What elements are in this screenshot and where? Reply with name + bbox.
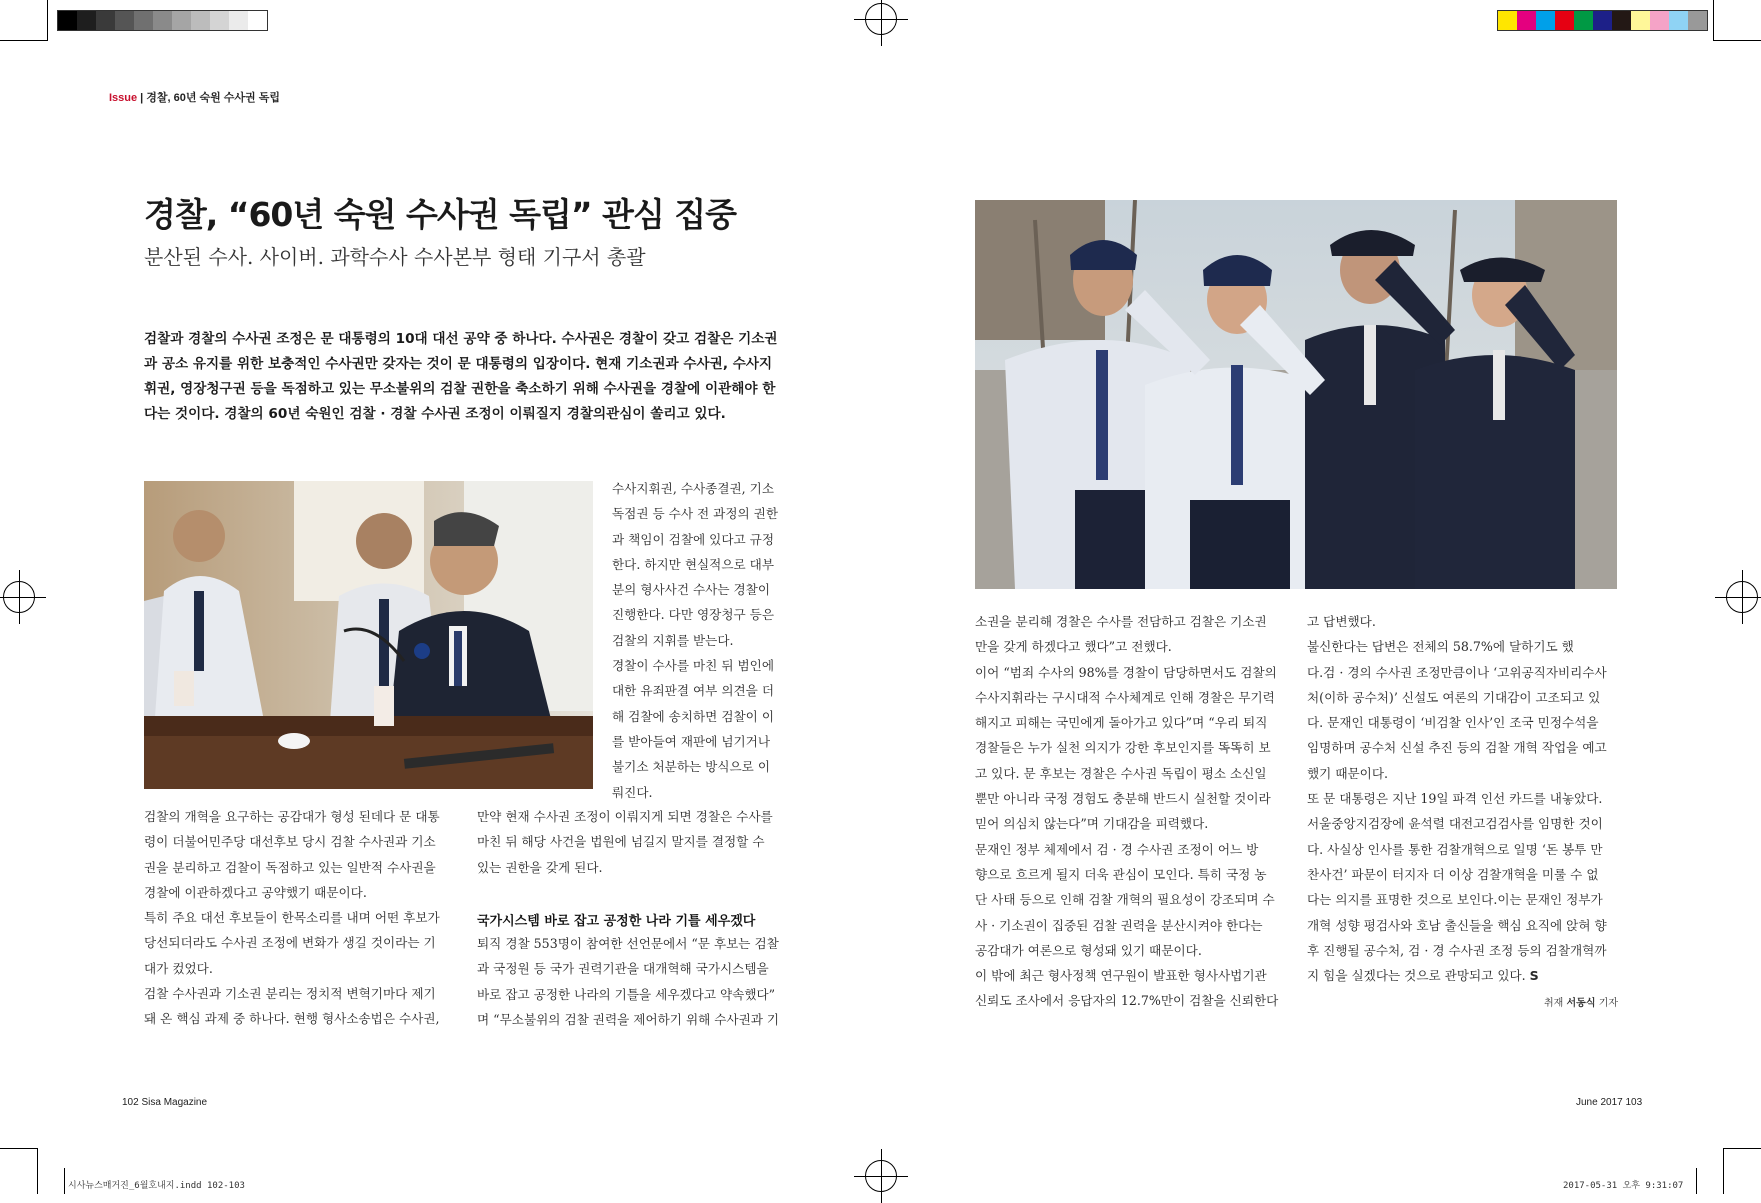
registration-mark-top: [865, 3, 897, 35]
text-line: 개혁 성향 평검사와 호남 출신들을 핵심 요직에 앉혀 향: [1307, 917, 1607, 933]
text-line: 향으로 흐르게 될지 더욱 관심이 모인다. 특히 국정 농: [975, 866, 1267, 882]
lead-paragraph: [144, 327, 789, 427]
lead-line: 과 공소 유지를 위한 보충적인 수사권만 갖자는 것이 문 대통령의 입장이다. 현재 기소권과 수사권, 수사지: [144, 356, 773, 372]
text-line: 진행한다. 다만 영장청구 등은: [612, 607, 774, 623]
section-title: 경찰, 60년 숙원 수사권 독립: [146, 92, 280, 104]
text-line: 검찰 수사권과 기소권 분리는 정치적 변혁기마다 제기: [144, 986, 436, 1002]
text-line: 수사지휘라는 구시대적 수사체계로 인해 경찰은 무기력: [975, 689, 1275, 705]
section-subhead: 국가시스템 바로 잡고 공정한 나라 기틀 세우겠다: [477, 914, 756, 929]
cmyk-color-bar: [1497, 10, 1708, 31]
lead-line: 다는 것이다. 경찰의 60년 숙원인 검찰 · 경찰 수사권 조정이 이뤄질지 경찰의관심이 쏠리고 있다.: [144, 406, 726, 422]
crop-mark: [1723, 1148, 1761, 1149]
registration-mark-right: [1726, 581, 1758, 613]
byline-suffix: 기자: [1598, 998, 1619, 1009]
text-line: 다.검 · 경의 수사권 조정만큼이나 ‘고위공직자비리수사: [1307, 664, 1607, 680]
text-line: 찬사건’ 파문이 터지자 더 이상 검찰개혁을 미룰 수 없: [1307, 866, 1599, 882]
text-line: [1307, 963, 1618, 988]
crop-mark: [37, 1148, 38, 1194]
crop-mark: [1713, 0, 1714, 40]
text-line: 처(이하 공수처)’ 신설도 여론의 기대감이 고조되고 있: [1307, 689, 1601, 705]
text-line: 바로 잡고 공정한 나라의 기틀을 세우겠다고 약속했다”: [477, 986, 776, 1002]
text-line: 소권을 분리해 경찰은 수사를 전담하고 검찰은 기소권: [975, 614, 1267, 629]
text-line-content: 지 힘을 실겠다는 것으로 관망되고 있다.: [1307, 968, 1530, 984]
text-line: 다는 의지를 표명한 것으로 보인다.이는 문재인 정부가: [1307, 892, 1603, 908]
crop-mark: [1696, 1168, 1697, 1194]
text-line: 령이 더불어민주당 대선후보 당시 검찰 수사권과 기소: [144, 834, 436, 850]
text-line: 했기 때문이다.: [1307, 765, 1388, 781]
page-footer-left: 102 Sisa Magazine: [122, 1097, 208, 1108]
text-line: 를 받아들여 재판에 넘기거나: [612, 733, 770, 749]
text-line: 공감대가 여론으로 형성돼 있기 때문이다.: [975, 942, 1202, 958]
text-line: 불기소 처분하는 방식으로 이: [612, 759, 770, 775]
text-line: 권을 분리하고 검찰이 독점하고 있는 일반적 수사권을: [144, 859, 436, 875]
text-line: 사 · 기소권이 집중된 검찰 권력을 분산시켜야 한다는: [975, 917, 1263, 933]
crop-mark: [0, 40, 48, 41]
text-line: 수사지휘권, 수사종결권, 기소: [612, 481, 774, 496]
text-line: 분의 형사사건 수사는 경찰이: [612, 582, 770, 598]
divider: |: [140, 92, 144, 104]
byline-name: 서동식: [1566, 998, 1596, 1009]
text-line: 대한 유죄판결 여부 의견을 더: [612, 683, 774, 699]
police-officers-saluting-photo: [975, 200, 1617, 589]
side-column: [612, 476, 787, 805]
lead-line: 휘권, 영장청구권 등을 독점하고 있는 무소불위의 검찰 권한을 축소하기 위해 수사권을 경찰에 이관해야 한: [144, 381, 776, 397]
registration-mark-left: [3, 581, 35, 613]
text-line: 당선되더라도 수사권 조정에 변화가 생길 것이라는 기: [144, 935, 436, 951]
text-line: 경찰이 수사를 마친 뒤 범인에: [612, 658, 774, 674]
text-line: 한다. 하지만 현실적으로 대부: [612, 556, 774, 572]
text-line: 검찰의 개혁을 요구하는 공감대가 형성 된데다 문 대통: [144, 809, 440, 824]
text-line: 이어 “범죄 수사의 98%를 경찰이 담당하면서도 검찰의: [975, 664, 1277, 680]
text-line: 퇴직 경찰 553명이 참여한 선언문에서 “문 후보는 검찰: [477, 936, 779, 951]
crop-mark: [1713, 40, 1761, 41]
text-line: 경찰들은 누가 실천 의지가 강한 후보인지를 똑똑히 보: [975, 740, 1271, 756]
text-line: 다. 사실상 인사를 통한 검찰개혁으로 일명 ‘돈 봉투 만: [1307, 841, 1603, 857]
text-line: 불신한다는 답변은 전체의 58.7%에 달하기도 했: [1307, 639, 1574, 655]
text-line: 검찰의 지휘를 받는다.: [612, 632, 734, 648]
left-column-2-continued: [477, 931, 789, 1032]
text-line: 신뢰도 조사에서 응답자의 12.7%만이 검찰을 신뢰한다: [975, 993, 1279, 1009]
text-line: 뿐만 아니라 국정 경험도 충분해 반드시 실천할 것이라: [975, 791, 1271, 807]
file-slug-right: 2017-05-31 오후 9:31:07: [1563, 1181, 1684, 1191]
crop-mark: [1723, 1148, 1724, 1194]
text-line: 문재인 정부 체제에서 검 · 경 수사권 조정이 어느 방: [975, 841, 1259, 857]
text-line: 대가 컸었다.: [144, 960, 213, 976]
page-footer-right: June 2017 103: [1576, 1097, 1643, 1108]
crop-mark: [47, 0, 48, 40]
lead-line: 검찰과 경찰의 수사권 조정은 문 대통령의 10대 대선 공약 중 하나다. 수사권은 경찰이 갖고 검찰은 기소권: [144, 331, 778, 347]
text-line: 단 사태 등으로 인해 검찰 개혁의 필요성이 강조되며 수: [975, 892, 1275, 908]
text-line: 특히 주요 대선 후보들이 한목소리를 내며 어떤 후보가: [144, 910, 440, 926]
text-line: 과 책임이 검찰에 있다고 규정: [612, 531, 774, 547]
end-mark: S: [1529, 968, 1539, 984]
byline-prefix: 취재: [1544, 998, 1564, 1009]
text-line: 마친 뒤 해당 사건을 법원에 넘길지 말지를 결정할 수: [477, 834, 765, 850]
left-column-2: [477, 804, 789, 880]
text-line: 만을 갖게 하겠다고 했다”고 전했다.: [975, 639, 1172, 655]
text-line: 또 문 대통령은 지난 19일 파격 인선 카드를 내놓았다.: [1307, 791, 1603, 807]
crop-mark: [64, 1168, 65, 1194]
text-line: 있는 권한을 갖게 된다.: [477, 859, 603, 875]
crop-mark: [0, 1148, 38, 1149]
registration-mark-bottom: [865, 1160, 897, 1192]
left-column-1: [144, 804, 454, 1032]
grayscale-color-bar: [57, 10, 268, 31]
right-column-1: [975, 609, 1286, 1014]
section-tag: Issue: [109, 92, 138, 104]
article-title: 경찰, “60년 숙원 수사권 독립” 관심 집중: [144, 195, 737, 234]
text-line: 후 진행될 공수처, 검 · 경 수사권 조정 등의 검찰개혁까: [1307, 942, 1607, 958]
text-line: 고 있다. 문 후보는 경찰은 수사권 독립이 평소 소신일: [975, 765, 1267, 781]
byline: [1544, 994, 1618, 1009]
text-line: 과 국정원 등 국가 권력기관을 대개혁해 국가시스템을: [477, 961, 769, 977]
file-slug-left: 시사뉴스매거진_6월호내지.indd 102-103: [68, 1181, 245, 1191]
right-column-2: [1307, 609, 1618, 988]
section-header: [109, 89, 280, 105]
text-line: 독점권 등 수사 전 과정의 권한: [612, 506, 779, 522]
text-line: 서울중앙지검장에 윤석렬 대전고검검사를 임명한 것이: [1307, 816, 1603, 832]
text-line: 뤄진다.: [612, 784, 653, 800]
text-line: 이 밖에 최근 형사정책 연구원이 발표한 형사사법기관: [975, 968, 1267, 984]
text-line: 고 답변했다.: [1307, 614, 1376, 629]
text-line: 해지고 피해는 국민에게 돌아가고 있다”며 “우리 퇴직: [975, 715, 1268, 731]
text-line: 믿어 의심치 않는다”며 기대감을 피력했다.: [975, 816, 1209, 832]
press-conference-photo: [144, 481, 593, 789]
text-line: 돼 온 핵심 과제 중 하나다. 현행 형사소송법은 수사권,: [144, 1011, 440, 1027]
text-line: 경찰에 이관하겠다고 공약했기 때문이다.: [144, 884, 367, 900]
text-line: 다. 문재인 대통령이 ‘비검찰 인사’인 조국 민정수석을: [1307, 715, 1599, 731]
article-subtitle: 분산된 수사. 사이버. 과학수사 수사본부 형태 기구서 총괄: [144, 245, 646, 269]
text-line: 만약 현재 수사권 조정이 이뤄지게 되면 경찰은 수사를: [477, 809, 773, 824]
text-line: 며 “무소불위의 검찰 권력을 제어하기 위해 수사권과 기: [477, 1011, 780, 1027]
text-line: 임명하며 공수처 신설 추진 등의 검찰 개혁 작업을 예고: [1307, 740, 1607, 756]
text-line: 해 검찰에 송치하면 검찰이 이: [612, 708, 774, 724]
